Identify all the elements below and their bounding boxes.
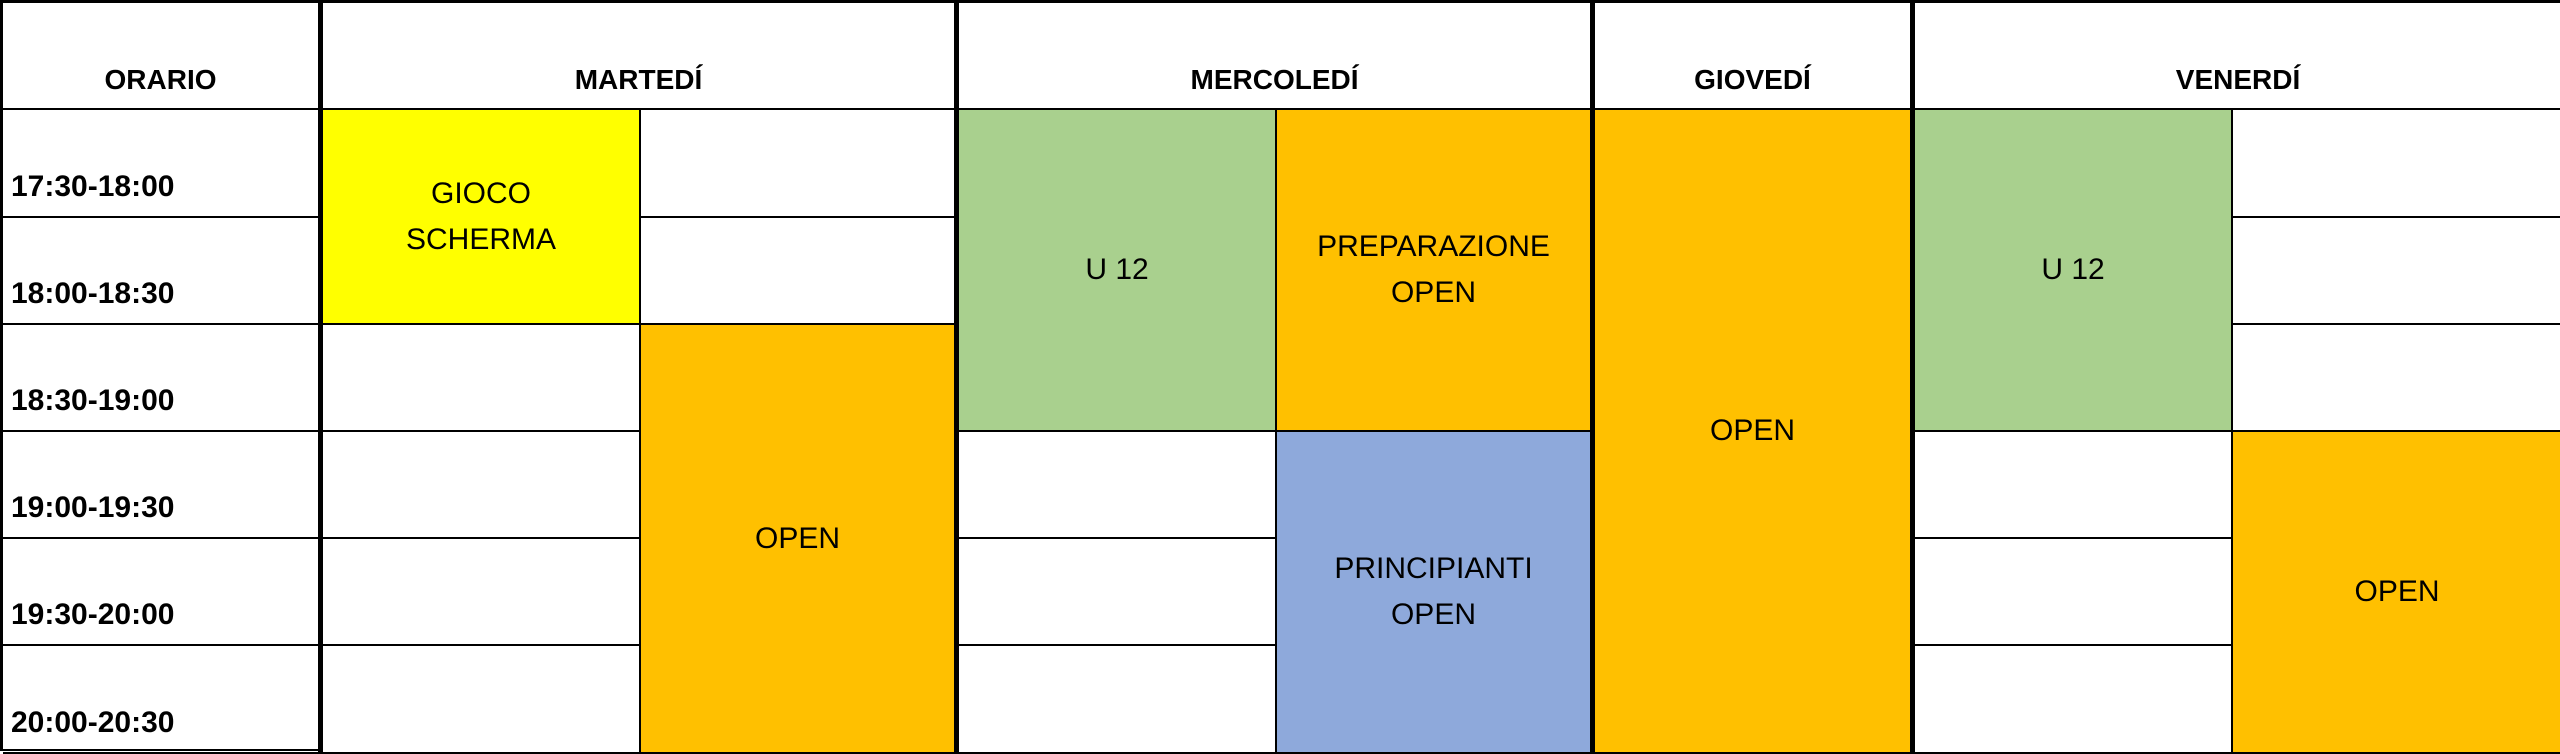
activity-open-giovedi: OPEN (1595, 110, 1915, 754)
empty-slot (1915, 646, 2233, 754)
activity-open-martedi: OPEN (641, 325, 959, 754)
header-giovedi: GIOVEDÍ (1595, 3, 1915, 110)
empty-slot (323, 325, 641, 432)
empty-slot (1915, 432, 2233, 539)
empty-slot (959, 646, 1277, 754)
empty-slot (323, 539, 641, 646)
empty-slot (323, 432, 641, 539)
activity-open-venerdi: OPEN (2233, 432, 2560, 754)
empty-slot (959, 432, 1277, 539)
activity-principianti-open-mercoledi: PRINCIPIANTI OPEN (1277, 432, 1595, 754)
activity-gioco-scherma-martedi: GIOCO SCHERMA (323, 110, 641, 325)
empty-slot (1915, 539, 2233, 646)
time-slot: 19:30-20:00 (3, 539, 323, 646)
empty-slot (323, 646, 641, 754)
header-martedi: MARTEDÍ (323, 3, 959, 110)
empty-slot (2233, 218, 2560, 325)
time-slot: 18:00-18:30 (3, 218, 323, 325)
empty-slot (641, 218, 959, 325)
time-slot: 18:30-19:00 (3, 325, 323, 432)
activity-preparazione-open-mercoledi: PREPARAZIONE OPEN (1277, 110, 1595, 432)
empty-slot (2233, 325, 2560, 432)
empty-slot (2233, 110, 2560, 218)
header-orario: ORARIO (3, 3, 323, 110)
activity-u12-mercoledi: U 12 (959, 110, 1277, 432)
time-slot: 17:30-18:00 (3, 110, 323, 218)
header-venerdi: VENERDÍ (1915, 3, 2560, 110)
header-mercoledi: MERCOLEDÍ (959, 3, 1595, 110)
time-slot: 20:00-20:30 (3, 646, 323, 754)
empty-slot (959, 539, 1277, 646)
empty-slot (641, 110, 959, 218)
activity-u12-venerdi: U 12 (1915, 110, 2233, 432)
time-slot: 19:00-19:30 (3, 432, 323, 539)
